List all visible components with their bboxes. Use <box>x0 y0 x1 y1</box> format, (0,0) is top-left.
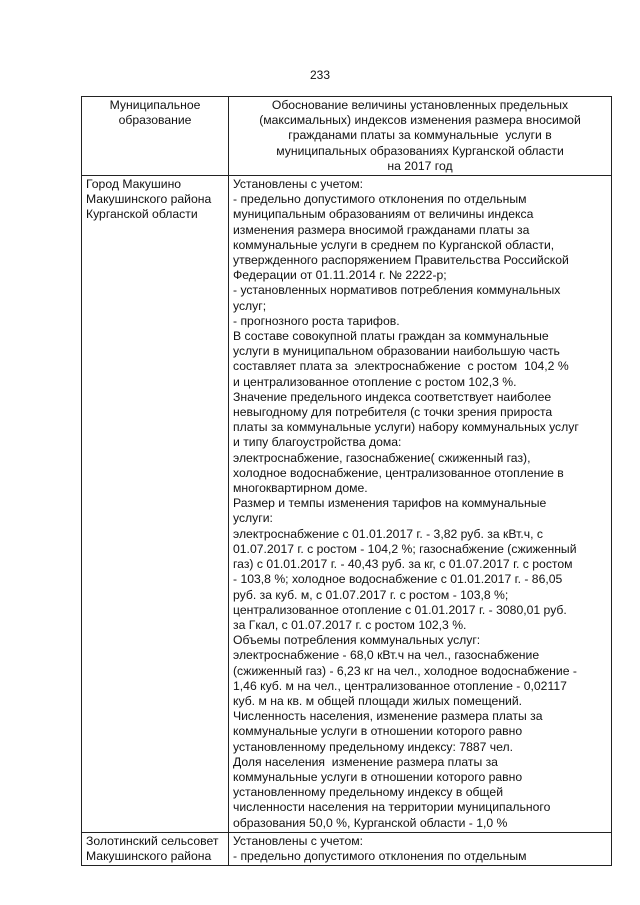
header-municipality <box>82 97 229 176</box>
header-justification <box>229 97 612 176</box>
text-line: Доля населения изменение размера платы за <box>233 754 498 769</box>
text-line: Макушинского района <box>86 192 212 207</box>
page-number: 233 <box>309 68 331 82</box>
text-line: Федерации от 01.11.2014 г. № 2222-р; <box>233 268 447 283</box>
text-line: многоквартирном доме. <box>233 481 368 496</box>
text-line: и централизованное отопление с ростом 102,3 %. <box>233 374 517 389</box>
text-line: Город Макушино <box>86 177 182 192</box>
header-line: Муниципальное <box>109 98 201 112</box>
text-line: 01.07.2017 г. с ростом - 104,2 %; газоснабжение (сжиженный <box>233 541 577 556</box>
text-line: изменения размера вносимой гражданами платы за <box>233 222 530 237</box>
header-line: (максимальных) индексов изменения размера вносимой <box>259 113 581 128</box>
text-line: Установлены с учетом: <box>233 833 363 848</box>
table-row <box>82 832 612 865</box>
text-line: Численность населения, изменение размера платы за <box>233 709 543 724</box>
justification-cell <box>229 176 612 833</box>
header-line: образование <box>118 113 192 128</box>
municipality-cell <box>82 832 229 865</box>
text-line: муниципальным образованиям от величины индекса <box>233 207 534 222</box>
header-line: гражданами платы за коммунальные услуги в <box>288 128 552 143</box>
justification-cell <box>229 832 612 865</box>
text-line: холодное водоснабжение, централизованное отопление в <box>233 465 564 480</box>
text-line: Курганской области <box>86 207 198 222</box>
text-line: за Гкал, с 01.07.2017 г. с ростом 102,3 %. <box>233 617 467 632</box>
text-line: услуги в муниципальном образовании наибольшую часть <box>233 344 560 359</box>
text-line: Объемы потребления коммунальных услуг: <box>233 633 481 648</box>
text-line: электроснабжение с 01.01.2017 г. - 3,82 руб. за кВт.ч, с <box>233 526 543 541</box>
text-line: платы за коммунальные услуги) набору коммунальных услуг <box>233 420 579 435</box>
text-line: коммунальные услуги в среднем по Курганской области, <box>233 237 555 252</box>
text-line: газ) с 01.01.2017 г. - 40,43 руб. за кг, с 01.07.2017 г. с ростом <box>233 557 573 572</box>
text-line: централизованное отопление с 01.01.2017 г. - 3080,01 руб. <box>233 602 567 617</box>
text-line: Золотинский сельсовет <box>86 833 219 848</box>
text-line: Установлены с учетом: <box>233 177 363 192</box>
text-line: утвержденного распоряжением Правительства Российской <box>233 253 569 268</box>
text-line: - прогнозного роста тарифов. <box>233 313 400 328</box>
text-line: (сжиженный газ) - 6,23 кг на чел., холодное водоснабжение - <box>233 663 577 678</box>
text-line: В составе совокупной платы граждан за коммунальные <box>233 329 549 344</box>
tariff-justification-table <box>81 96 612 866</box>
text-line: и типу благоустройства дома: <box>233 435 402 450</box>
text-line: Значение предельного индекса соответствует наиболее <box>233 389 552 404</box>
text-line: коммунальные услуги в отношении которого равно <box>233 724 523 739</box>
text-line: - предельно допустимого отклонения по отдельным <box>233 848 527 863</box>
text-line: установленному предельному индексу: 7887 чел. <box>233 739 514 754</box>
text-line: куб. м на кв. м общей площади жилых помещений. <box>233 693 523 708</box>
text-line: Размер и темпы изменения тарифов на коммунальные <box>233 496 547 511</box>
text-line: коммунальные услуги в отношении которого равно <box>233 769 523 784</box>
municipality-cell <box>82 176 229 833</box>
text-line: - 103,8 %; холодное водоснабжение с 01.01.2017 г. - 86,05 <box>233 572 563 587</box>
header-line: муниципальных образованиях Курганской области <box>276 143 564 158</box>
header-line: на 2017 год <box>387 158 453 173</box>
text-line: составляет плата за электроснабжение с ростом 104,2 % <box>233 359 569 374</box>
text-line: Макушинского района <box>86 848 212 863</box>
text-line: невыгодному для потребителя (с точки зрения прироста <box>233 405 553 420</box>
text-line: электроснабжение - 68,0 кВт.ч на чел., газоснабжение <box>233 648 540 663</box>
table-row <box>82 176 612 833</box>
text-line: установленному предельному индексу в общей <box>233 785 504 800</box>
text-line: руб. за куб. м, с 01.07.2017 г. с ростом - 103,8 %; <box>233 587 509 602</box>
header-line: Обоснование величины установленных предельных <box>271 98 569 112</box>
text-line: образования 50,0 %, Курганской области - 1,0 % <box>233 815 508 830</box>
text-line: услуг; <box>233 298 267 313</box>
text-line: - установленных нормативов потребления коммунальных <box>233 283 561 298</box>
text-line: численности населения на территории муниципального <box>233 800 551 815</box>
text-line: электроснабжение, газоснабжение( сжиженный газ), <box>233 450 531 465</box>
text-line: - предельно допустимого отклонения по отдельным <box>233 192 527 207</box>
table-header-row <box>82 97 612 176</box>
text-line: услуги: <box>233 511 273 526</box>
text-line: 1,46 куб. м на чел., централизованное отопление - 0,02117 <box>233 678 567 693</box>
